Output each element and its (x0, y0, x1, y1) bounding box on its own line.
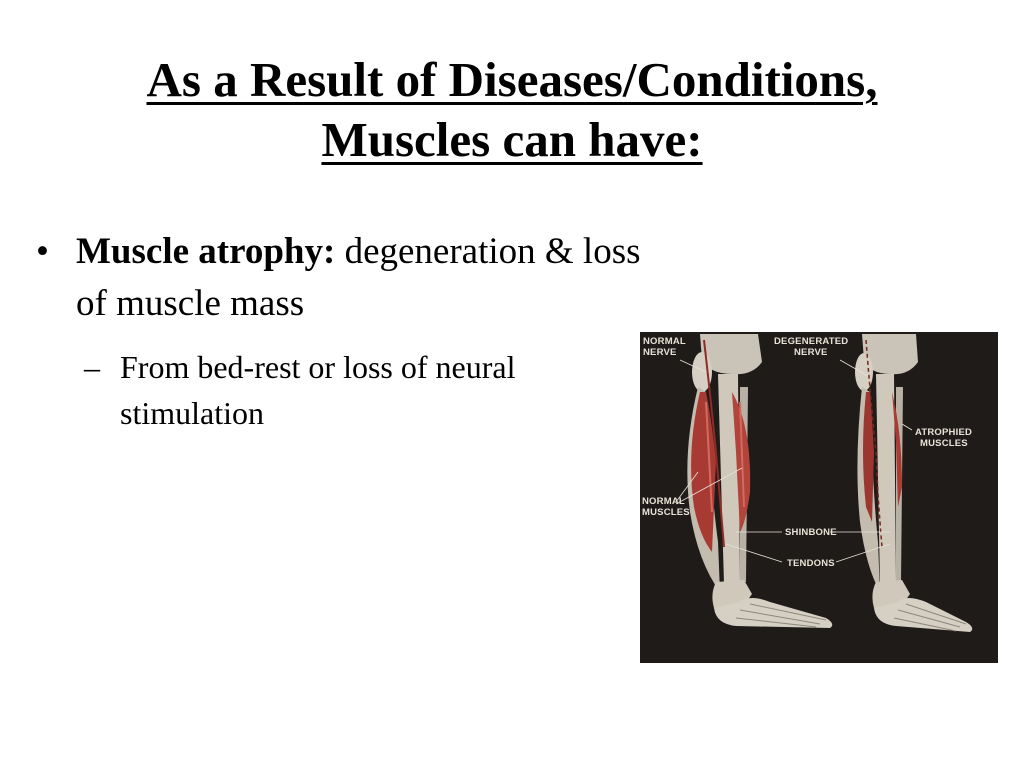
sub-bullet-text: From bed-rest or loss of neural stimulation (120, 349, 516, 431)
label-degenerated-nerve-1: DEGENERATED (774, 336, 849, 347)
label-atrophied-muscles-1: ATROPHIED (915, 427, 973, 438)
sub-bullet-dash: – (84, 349, 100, 385)
bullet-muscle-atrophy (36, 226, 676, 330)
sub-bullet-cause (36, 344, 640, 436)
label-normal-nerve-1: NORMAL (643, 336, 686, 347)
label-atrophied-muscles-2: MUSCLES (920, 438, 968, 449)
label-degenerated-nerve-2: NERVE (794, 347, 828, 358)
illustration-svg (640, 332, 998, 663)
title-line-2: Muscles can have: (321, 112, 703, 167)
label-normal-muscles-2: MUSCLES (642, 507, 690, 518)
bullet-text: degeneration & loss of muscle mass (76, 231, 641, 324)
label-shinbone: SHINBONE (785, 527, 837, 538)
bullet-term: Muscle atrophy: (76, 231, 336, 272)
bullet-dot: • (36, 231, 49, 272)
label-normal-muscles-1: NORMAL (642, 496, 685, 507)
title-line-1: As a Result of Diseases/Conditions, (146, 52, 878, 107)
label-tendons: TENDONS (787, 558, 835, 569)
leg-muscle-illustration (640, 332, 998, 663)
bullet-list (36, 226, 676, 436)
label-normal-nerve-2: NERVE (643, 347, 677, 358)
slide-title (0, 50, 1024, 170)
